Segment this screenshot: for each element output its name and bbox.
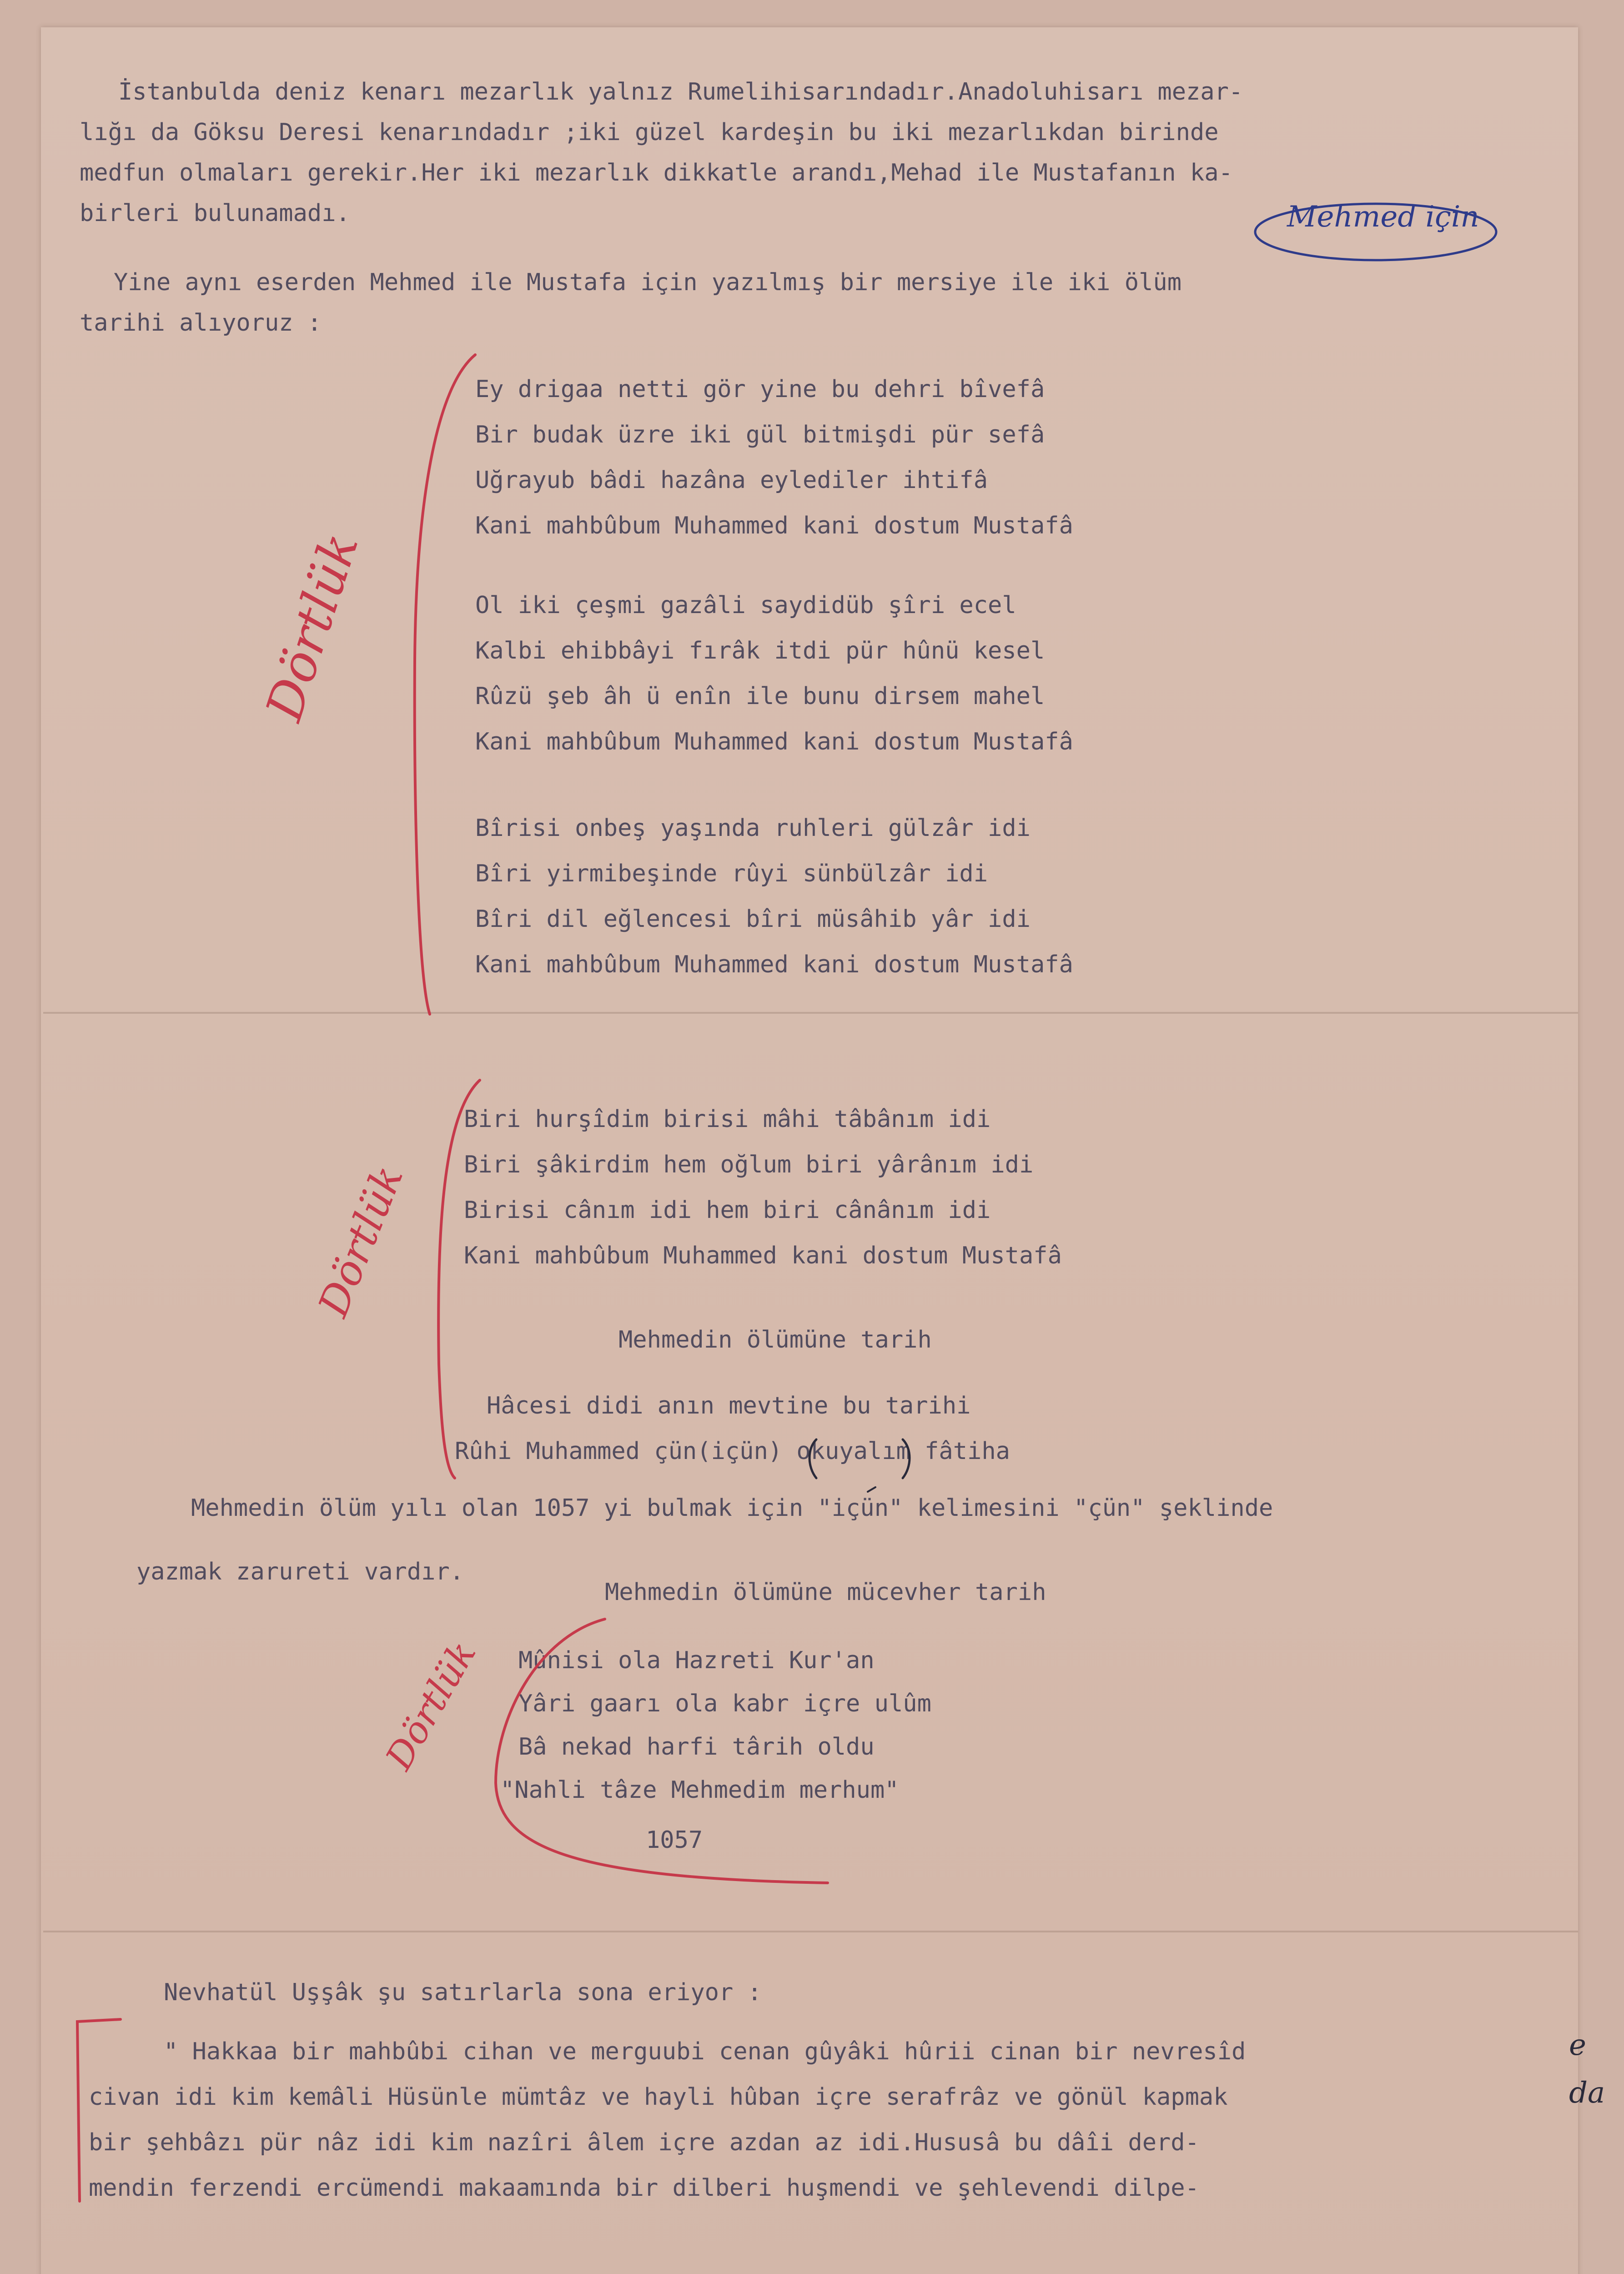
stanza-2-line-4: Kani mahbûbum Muhammed kani dostum Mustafâ <box>475 728 1073 755</box>
red-bracket-tarih-2 <box>496 1619 828 1883</box>
tarih-1-line-1: Hâcesi didi anın mevtine bu tarihi <box>487 1392 971 1419</box>
stanza-2-line-2: Kalbi ehibbâyi fırâk itdi pür hûnü kesel <box>475 637 1045 664</box>
tarih-1-line-2-a: Rûhi Muhammed çün <box>455 1438 697 1465</box>
blue-circle-mark <box>1255 204 1496 260</box>
red-bracket-closing <box>77 2019 121 2201</box>
intro-line-1: İstanbulda deniz kenarı mezarlık yalnız Rumelihisarındadır.Anadoluhisarı mezar- <box>118 78 1243 106</box>
red-bracket-stanza-4 <box>438 1080 480 1478</box>
stanza-3-line-1: Bîrisi onbeş yaşında ruhleri gülzâr idi <box>475 815 1031 842</box>
stanza-1-line-2: Bir budak üzre iki gül bitmişdi pür sefâ <box>475 421 1045 448</box>
red-bracket-stanzas-1-3 <box>415 355 475 1014</box>
lead-line-1: Yine aynı eserden Mehmed ile Mustafa için yazılmış bir mersiye ile iki ölüm <box>114 269 1182 296</box>
closing-lead: Nevhatül Uşşâk şu satırlarla sona eriyor : <box>164 1979 762 2006</box>
closing-line-1: " Hakkaa bir mahbûbi cihan ve merguubi cenan gûyâki hûrii cinan bir nevresîd <box>164 2038 1246 2065</box>
closing-line-3: bir şehbâzı pür nâz idi kim nazîri âlem içre azdan az idi.Hususâ bu dâîi derd- <box>89 2129 1199 2156</box>
ink-insertion-mark <box>868 1487 875 1492</box>
lead-line-2: tarihi alıyoruz : <box>80 309 322 337</box>
intro-line-2: lığı da Göksu Deresi kenarındadır ;iki güzel kardeşin bu iki mezarlıkdan birinde <box>80 119 1219 146</box>
stanza-4-line-4: Kani mahbûbum Muhammed kani dostum Mustafâ <box>464 1242 1062 1269</box>
margin-note-3: Dörtlük <box>377 1634 484 1777</box>
right-margin-correction-1: e <box>1569 2028 1586 2062</box>
tarih-2-line-2: Yâri gaarı ola kabr içre ulûm <box>518 1690 931 1717</box>
stanza-4-line-3: Birisi cânım idi hem biri cânânım idi <box>464 1197 991 1224</box>
stanza-3-line-4: Kani mahbûbum Muhammed kani dostum Mustafâ <box>475 951 1073 978</box>
stanza-1-line-1: Ey drigaa netti gör yine bu dehri bîvefâ <box>475 376 1045 403</box>
ink-paren-left <box>809 1439 816 1478</box>
tarih-1-line-2-c: okuyalım fâtiha <box>782 1438 1010 1465</box>
tarih-2-line-3: Bâ nekad harfi târih oldu <box>518 1733 875 1761</box>
right-margin-correction-2: da <box>1569 2076 1605 2110</box>
margin-note-2: Dörtlük <box>309 1159 413 1323</box>
stanza-3-line-3: Bîri dil eğlencesi bîri müsâhib yâr idi <box>475 906 1031 933</box>
ink-paren-right <box>903 1439 910 1478</box>
stanza-3-line-2: Bîri yirmibeşinde rûyi sünbülzâr idi <box>475 860 988 887</box>
tarih-1-heading: Mehmedin ölümüne tarih <box>618 1326 932 1353</box>
stanza-2-line-3: Rûzü şeb âh ü enîn ile bunu dirsem mahel <box>475 683 1045 710</box>
stanza-1-line-3: Uğrayub bâdi hazâna eylediler ihtifâ <box>475 467 988 494</box>
stanza-4-line-1: Biri hurşîdim birisi mâhi tâbânım idi <box>464 1106 991 1133</box>
stanza-2-line-1: Ol iki çeşmi gazâli saydidüb şîri ecel <box>475 592 1016 619</box>
explanation-line-1: Mehmedin ölüm yılı olan 1057 yi bulmak için "içün" kelimesini "çün" şeklinde <box>191 1494 1273 1522</box>
margin-note-1: Dörtlük <box>255 526 370 728</box>
tarih-2-heading: Mehmedin ölümüne mücevher tarih <box>605 1579 1046 1606</box>
tarih-2-year: 1057 <box>646 1826 703 1854</box>
tarih-2-line-4: "Nahli tâze Mehmedim merhum" <box>500 1776 899 1804</box>
closing-line-2: civan idi kim kemâli Hüsünle mümtâz ve hayli hûban içre serafrâz ve gönül kapmak <box>89 2083 1228 2111</box>
tarih-1-line-2-b: (içün) <box>697 1438 783 1465</box>
closing-line-4: mendin ferzendi ercümendi makaamında bir dilberi huşmendi ve şehlevendi dilpe- <box>89 2174 1199 2202</box>
stanza-1-line-4: Kani mahbûbum Muhammed kani dostum Mustafâ <box>475 512 1073 539</box>
intro-line-3: medfun olmaları gerekir.Her iki mezarlık dikkatle arandı,Mehad ile Mustafanın ka- <box>80 159 1233 186</box>
intro-line-4: birleri bulunamadı. <box>80 200 350 227</box>
tarih-2-line-1: Mûnisi ola Hazreti Kur'an <box>518 1647 875 1674</box>
stanza-4-line-2: Biri şâkirdim hem oğlum biri yârânım idi <box>464 1151 1034 1178</box>
handwritten-note-blue: Mehmed için <box>1287 200 1479 234</box>
explanation-line-2: yazmak zarureti vardır. <box>136 1558 464 1585</box>
